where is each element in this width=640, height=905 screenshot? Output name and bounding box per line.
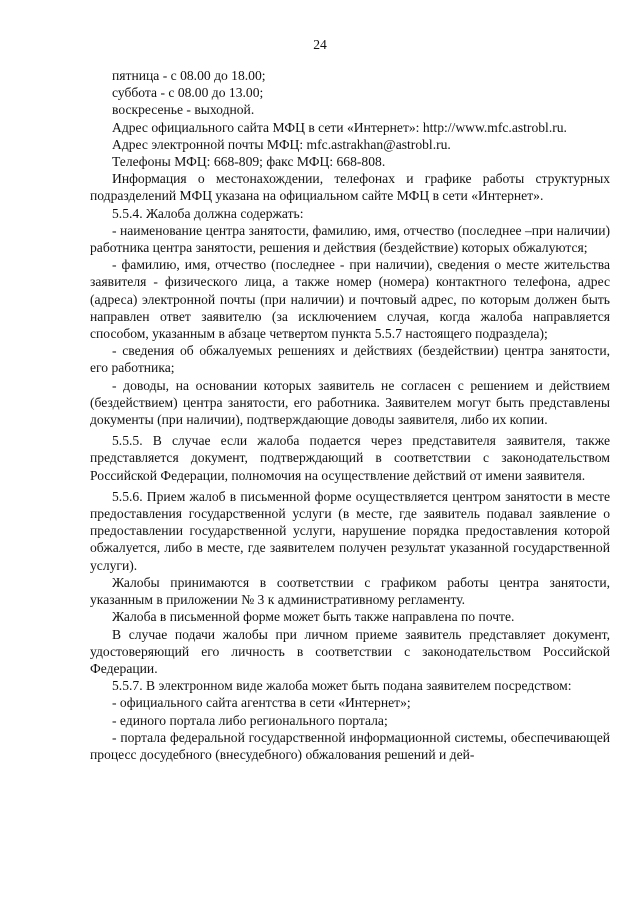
complaint-schedule-paragraph: Жалобы принимаются в соответствии с графиком работы центра занятости, указанным в приложении № 3 к административному регламенту. bbox=[90, 574, 610, 608]
complaint-item-center-name: - наименование центра занятости, фамилию, имя, отчество (последнее –при наличии) работника центра занятости, решения и действия (бездействие) которых обжалуются; bbox=[90, 222, 610, 256]
section-5-5-4-heading: 5.5.4. Жалоба должна содержать: bbox=[112, 205, 304, 221]
complaint-item-arguments: - доводы, на основании которых заявитель не согласен с решением и действием (бездействием) центра занятости, его работника. Заявителем могут быть представлены документы (при наличии), подтверждающие доводы заявителя, либо их копии. bbox=[90, 377, 610, 428]
electronic-item-portal: - единого портала либо регионального портала; bbox=[112, 712, 388, 728]
mfc-email-paragraph: Адрес электронной почты МФЦ: mfc.astrakhan@astrobl.ru. bbox=[112, 136, 451, 152]
mfc-website-paragraph: Адрес официального сайта МФЦ в сети «Интернет»: http://www.mfc.astrobl.ru. bbox=[112, 119, 567, 135]
schedule-friday: пятница - с 08.00 до 18.00; bbox=[112, 68, 266, 83]
schedule-saturday: суббота - с 08.00 до 13.00; bbox=[112, 85, 264, 101]
section-5-5-7-paragraph: 5.5.7. В электронном виде жалоба может быть подана заявителем посредством: bbox=[112, 678, 572, 694]
electronic-item-federal-system: - портала федеральной государственной информационной системы, обеспечивающей процесс досудебного (внесудебного) обжалования решений и дей- bbox=[90, 729, 610, 762]
complaint-item-applicant-info: - фамилию, имя, отчество (последнее - при наличии), сведения о месте жительства заявителя - физического лица, а также номер (номера) контактного телефона, адрес (адреса) электронной почты (при наличии) и почтовый адрес, по которым должен быть направлен ответ заявителю (за исключением случая, когда жалоба направляется способом, указанным в абзаце четвертом пункта 5.5.7 настоящего подраздела); bbox=[90, 257, 610, 342]
complaint-by-mail-paragraph: Жалоба в письменной форме может быть также направлена по почте. bbox=[112, 609, 515, 625]
personal-reception-paragraph: В случае подачи жалобы при личном приеме заявитель представляет документ, удостоверяющий его личность в соответствии с законодательством Российской Федерации. bbox=[90, 626, 610, 676]
page-number: 24 bbox=[313, 37, 327, 52]
document-body bbox=[90, 67, 610, 763]
electronic-item-website: - официального сайта агентства в сети «Интернет»; bbox=[112, 695, 411, 711]
mfc-info-paragraph: Информация о местонахождении, телефонах и графике работы структурных подразделений МФЦ указана на официальном сайте МФЦ в сети «Интернет». bbox=[90, 171, 610, 204]
section-5-5-6-paragraph: 5.5.6. Прием жалоб в письменной форме осуществляется центром занятости в месте предоставления государственной услуги (в месте, где заявитель подавал заявление о предоставлении государственной услуги, нарушение порядка предоставления которой обжалуется, либо в месте, где заявителем получен результат указанной государственной услуги). bbox=[90, 488, 610, 573]
mfc-phones-paragraph: Телефоны МФЦ: 668-809; факс МФЦ: 668-808. bbox=[112, 154, 386, 170]
complaint-item-decisions: - сведения об обжалуемых решениях и действиях (бездействии) центра занятости, его работника; bbox=[90, 343, 610, 376]
section-5-5-5-paragraph: 5.5.5. В случае если жалоба подается через представителя заявителя, также представляется документ, подтверждающий в соответствии с законодательством Российской Федерации, полномочия на осуществление действий от имени заявителя. bbox=[90, 433, 610, 483]
schedule-sunday: воскресенье - выходной. bbox=[112, 102, 255, 118]
